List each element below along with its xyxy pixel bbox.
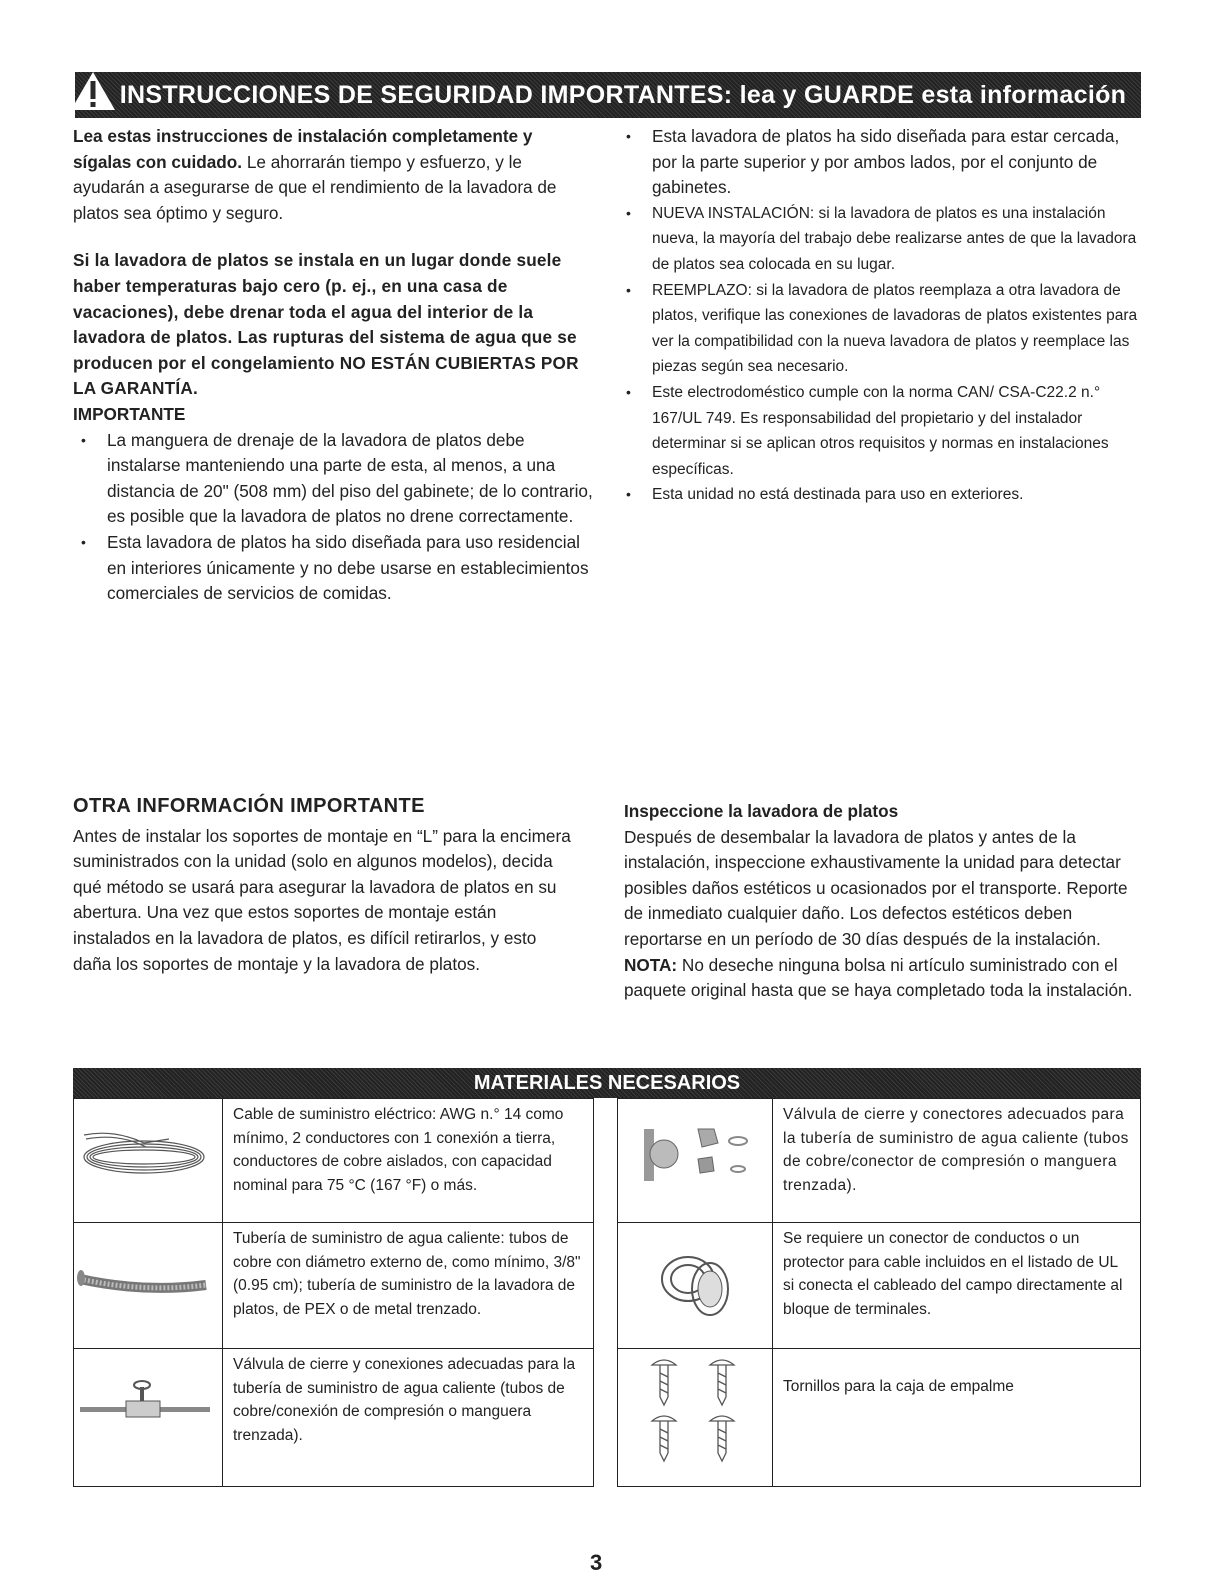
banner-title: INSTRUCCIONES DE SEGURIDAD IMPORTANTES: lea y GUARDE esta información xyxy=(119,80,1127,109)
freeze-warning: Si la lavadora de platos se instala en un lugar donde suele haber temperaturas bajo cero (p. ej., en una casa de vacaciones), debe drenar toda el agua del interior de la lavadora de platos. Las rupturas del sistema de agua que se producen por el congelamiento NO ESTÁN CUBIERTAS POR LA GARANTÍA. xyxy=(73,250,579,399)
inspect-heading: Inspeccione la lavadora de platos xyxy=(624,801,899,821)
list-item: • REEMPLAZO: si la lavadora de platos reemplaza a otra lavadora de platos, verifique las conexiones de lavadoras de platos existentes para ver la compatibilidad con la nueva lavadora de platos y reemplace las piezas según sea necesario. xyxy=(618,278,1146,380)
material-image xyxy=(618,1349,773,1487)
table-row xyxy=(74,1349,594,1487)
materials-heading: MATERIALES NECESARIOS xyxy=(73,1068,1141,1098)
material-image xyxy=(618,1099,773,1223)
warning-triangle-icon xyxy=(70,71,116,111)
other-info-heading: OTRA INFORMACIÓN IMPORTANTE xyxy=(73,795,425,817)
shutoff-valve-icon xyxy=(74,1349,222,1486)
material-text: Tornillos para la caja de empalme xyxy=(773,1349,1141,1487)
right-bullets xyxy=(618,124,1146,508)
page-number: 3 xyxy=(590,1550,603,1575)
screws-icon xyxy=(618,1349,772,1486)
table-row xyxy=(74,1099,594,1223)
material-text: Válvula de cierre y conexiones adecuadas para la tubería de suministro de agua caliente (tubos de cobre/conexión de compresión o manguera trenzada). xyxy=(223,1349,594,1487)
important-bullets xyxy=(73,428,593,607)
note-text: No deseche ninguna bolsa ni artículo suministrado con el paquete original hasta que se haya completado toda la instalación. xyxy=(624,954,1133,1001)
valve-connectors-icon xyxy=(618,1099,772,1222)
material-text: Tubería de suministro de agua caliente: tubos de cobre con diámetro externo de, como mínimo, 3/8" (0.95 cm); tubería de suministro de la lavadora de platos, de PEX o de metal trenzado. xyxy=(223,1223,594,1349)
material-image xyxy=(74,1223,223,1349)
note-label: NOTA: xyxy=(624,954,678,975)
safety-banner xyxy=(75,72,1141,118)
other-info-text: Antes de instalar los soportes de montaje en “L” para la encimera suministrados con la unidad (solo en algunos modelos), decida qué método se usará para asegurar la lavadora de platos en su abertura. Una vez que estos soportes de montaje están instalados en la lavadora de platos, es difícil retirarlos, y esto daña los soportes de montaje y la lavadora de platos. xyxy=(73,825,571,974)
list-item: • Esta lavadora de platos ha sido diseñada para estar cercada, por la parte superior y por ambos lados, por el conjunto de gabinetes. xyxy=(618,124,1146,201)
material-image xyxy=(74,1349,223,1487)
materials-table-left xyxy=(73,1098,594,1487)
list-item: • Esta lavadora de platos ha sido diseñada para uso residencial en interiores únicamente y no debe usarse en establecimientos comerciales de servicios de comidas. xyxy=(73,530,593,607)
inspect-text: Después de desembalar la lavadora de platos y antes de la instalación, inspeccione exhaustivamente la unidad para detectar posibles daños estéticos u ocasionados por el transporte. Reporte de inmediato cualquier daño. Los defectos estéticos deben reportarse en un período de 30 días después de la instalación. xyxy=(624,826,1128,949)
electrical-cable-icon xyxy=(74,1099,222,1222)
right-column xyxy=(618,124,1146,508)
list-item: • Esta unidad no está destinada para uso en exteriores. xyxy=(618,482,1146,508)
intro-paragraph xyxy=(73,124,593,226)
material-image xyxy=(618,1223,773,1349)
intro-bold: Lea estas instrucciones de instalación completamente y sígalas con cuidado. xyxy=(73,126,533,172)
material-text: Cable de suministro eléctrico: AWG n.° 14 como mínimo, 2 conductores con 1 conexión a tierra, conductores de cobre aislados, con capacidad nominal para 75 °C (167 °F) o más. xyxy=(223,1099,594,1223)
material-text: Se requiere un conector de conductos o un protector para cable incluidos en el listado de UL si conecta el cableado del campo directamente al bloque de terminales. xyxy=(773,1223,1141,1349)
material-text: Válvula de cierre y conectores adecuados para la tubería de suministro de agua caliente (tubos de cobre/conector de compresión o manguera trenzada). xyxy=(773,1099,1141,1223)
materials-table-right xyxy=(617,1098,1141,1487)
table-row xyxy=(618,1223,1141,1349)
other-info-section xyxy=(73,794,573,977)
table-row xyxy=(618,1099,1141,1223)
inspect-section xyxy=(624,799,1134,1004)
left-column xyxy=(73,124,593,607)
intro-rest: Le ahorrarán tiempo y esfuerzo, y le ayudarán a asegurarse de que el rendimiento de la lavadora de platos sea óptimo y seguro. xyxy=(73,151,557,223)
material-image xyxy=(74,1099,223,1223)
list-item: • Este electrodoméstico cumple con la norma CAN/ CSA-C22.2 n.° 167/UL 749. Es responsabilidad del propietario y del instalador determinar si se aplican otros requisitos y normas en instalaciones específicas. xyxy=(618,380,1146,482)
conduit-connector-icon xyxy=(618,1223,772,1348)
table-row xyxy=(618,1349,1141,1487)
important-heading: IMPORTANTE xyxy=(73,403,186,424)
inspect-note xyxy=(624,953,1134,1004)
list-item: • NUEVA INSTALACIÓN: si la lavadora de platos es una instalación nueva, la mayoría del trabajo debe realizarse antes de que la lavadora de platos sea colocada en su lugar. xyxy=(618,201,1146,278)
table-row xyxy=(74,1223,594,1349)
water-hose-icon xyxy=(74,1223,222,1348)
list-item: • La manguera de drenaje de la lavadora de platos debe instalarse manteniendo una parte de esta, al menos, a una distancia de 20" (508 mm) del piso del gabinete; de lo contrario, es posible que la lavadora de platos no drene correctamente. xyxy=(73,428,593,530)
